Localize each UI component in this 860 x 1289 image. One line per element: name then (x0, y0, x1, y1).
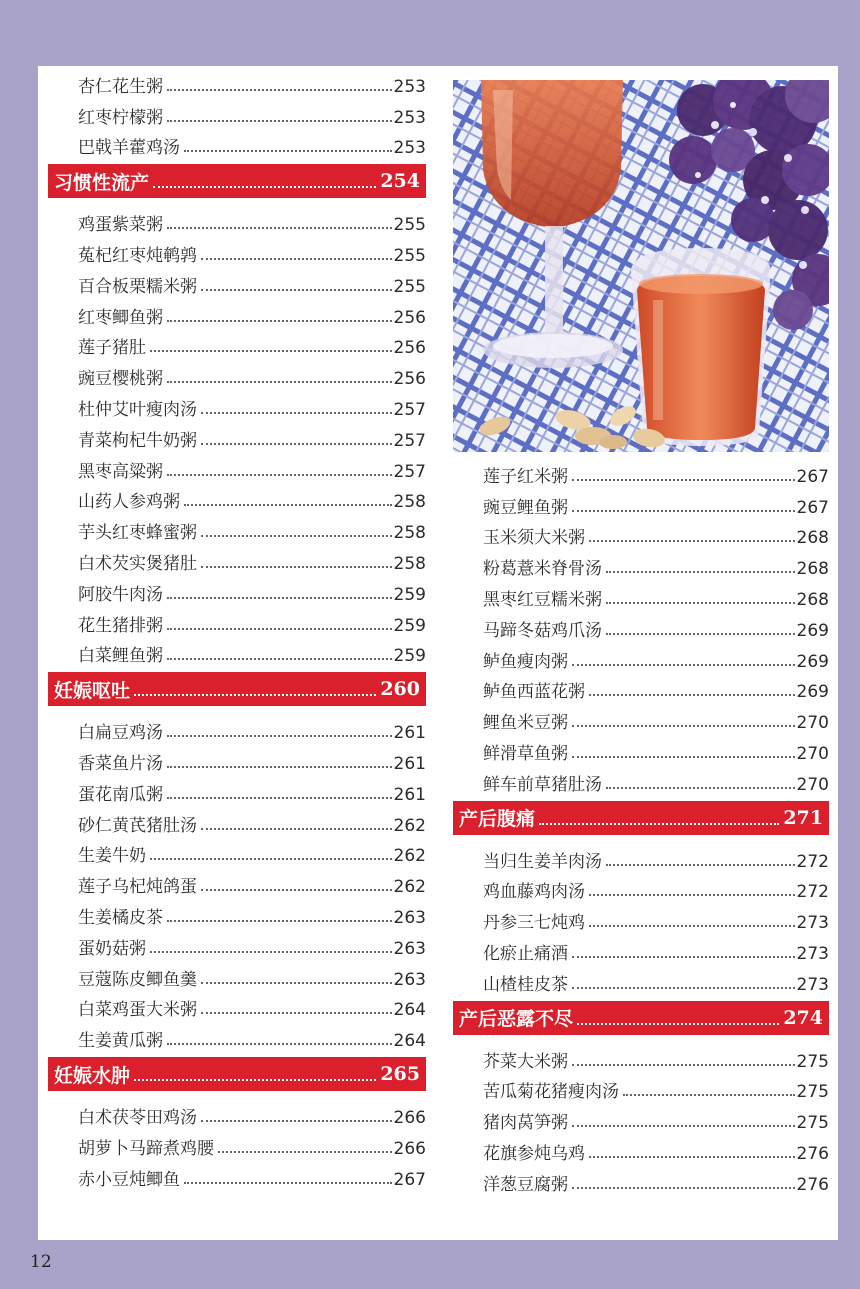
section-page: 254 (380, 170, 420, 193)
entry-title: 鲤鱼米豆粥 (483, 713, 568, 734)
leader-dots (167, 320, 392, 322)
leader-dots (572, 510, 795, 512)
leader-dots (572, 725, 795, 727)
entry-title: 百合板栗糯米粥 (78, 276, 197, 297)
leader-dots (134, 694, 376, 696)
toc-entry (48, 574, 426, 605)
entry-title: 鲈鱼瘦肉粥 (483, 651, 568, 672)
drinks-photo (453, 80, 829, 452)
entry-title: 蛋花南瓜粥 (78, 784, 163, 805)
toc-entry (48, 420, 426, 451)
toc-entry (48, 605, 426, 636)
entry-page: 273 (796, 974, 829, 995)
entry-page: 257 (393, 430, 426, 451)
section-page: 274 (783, 1006, 823, 1029)
entry-page: 272 (796, 882, 829, 903)
entry-title: 玉米须大米粥 (483, 528, 585, 549)
entry-page: 273 (796, 943, 829, 964)
toc-entry (453, 518, 829, 549)
toc-entry (48, 543, 426, 574)
toc-entry (48, 1020, 426, 1051)
entry-page: 262 (393, 846, 426, 867)
entry-title: 生姜橘皮茶 (78, 907, 163, 928)
leader-dots (201, 566, 392, 568)
toc-entry (48, 897, 426, 928)
entry-title: 苦瓜菊花猪瘦肉汤 (483, 1082, 619, 1103)
entry-page: 275 (796, 1082, 829, 1103)
toc-entry (453, 641, 829, 672)
entry-page: 270 (796, 774, 829, 795)
leader-dots (184, 504, 392, 506)
section-title: 产后腹痛 (459, 808, 536, 831)
entry-page: 268 (796, 559, 829, 580)
section-page: 260 (380, 678, 420, 701)
leader-dots (150, 350, 392, 352)
toc-entry (48, 743, 426, 774)
toc-entry (453, 764, 829, 795)
entry-page: 266 (393, 1138, 426, 1159)
entry-title: 杜仲艾叶瘦肉汤 (78, 399, 197, 420)
leader-dots (201, 258, 392, 260)
entry-page: 268 (796, 589, 829, 610)
toc-entry (48, 1128, 426, 1159)
section-header (48, 672, 426, 706)
leader-dots (589, 540, 795, 542)
leader-dots (167, 1043, 392, 1045)
entry-page: 263 (393, 969, 426, 990)
toc-entry (48, 512, 426, 543)
section-title: 习惯性流产 (54, 171, 150, 194)
entry-page: 256 (393, 369, 426, 390)
entry-title: 莲子红米粥 (483, 466, 568, 487)
toc-entry (48, 451, 426, 482)
entry-title: 白术茯苓田鸡汤 (78, 1107, 197, 1128)
entry-page: 255 (393, 215, 426, 236)
toc-entry (453, 1133, 829, 1164)
entry-title: 粉葛薏米脊骨汤 (483, 559, 602, 580)
entry-page: 258 (393, 523, 426, 544)
toc-entry (453, 610, 829, 641)
toc-entry (48, 297, 426, 328)
entry-title: 豌豆樱桃粥 (78, 369, 163, 390)
entry-title: 芥菜大米粥 (483, 1051, 568, 1072)
entry-title: 红枣柠檬粥 (78, 107, 163, 128)
entry-page: 257 (393, 399, 426, 420)
toc-entry (453, 872, 829, 903)
entry-title: 巴戟羊藿鸡汤 (78, 138, 180, 159)
toc-entry (48, 266, 426, 297)
leader-dots (539, 823, 779, 825)
toc-entry (453, 733, 829, 764)
leader-dots (201, 443, 392, 445)
entry-page: 262 (393, 815, 426, 836)
entry-title: 莲子猪肚 (78, 338, 146, 359)
entry-title: 赤小豆炖鲫鱼 (78, 1169, 180, 1190)
toc-entry (453, 1164, 829, 1195)
leader-dots (184, 150, 392, 152)
leader-dots (572, 479, 795, 481)
entry-page: 272 (796, 851, 829, 872)
entry-title: 生姜黄瓜粥 (78, 1031, 163, 1052)
entry-page: 255 (393, 245, 426, 266)
entry-title: 阿胶牛肉汤 (78, 584, 163, 605)
entry-title: 马蹄冬菇鸡爪汤 (483, 620, 602, 641)
leader-dots (606, 602, 795, 604)
entry-title: 鲈鱼西蓝花粥 (483, 682, 585, 703)
entry-title: 菟杞红枣炖鹌鹑 (78, 245, 197, 266)
entry-title: 鸡血藤鸡肉汤 (483, 882, 585, 903)
toc-entry (48, 636, 426, 667)
entry-page: 276 (796, 1143, 829, 1164)
leader-dots (572, 987, 795, 989)
entry-page: 275 (796, 1113, 829, 1134)
entry-page: 253 (393, 138, 426, 159)
leader-dots (572, 664, 795, 666)
leader-dots (167, 766, 392, 768)
entry-page: 259 (393, 646, 426, 667)
leader-dots (167, 474, 392, 476)
entry-page: 276 (796, 1174, 829, 1195)
leader-dots (201, 982, 392, 984)
toc-entry (453, 702, 829, 733)
right-column (453, 66, 829, 1195)
leader-dots (606, 571, 795, 573)
toc-entry (48, 389, 426, 420)
toc-entry (48, 928, 426, 959)
section-title: 产后恶露不尽 (459, 1008, 574, 1031)
toc-entry (453, 456, 829, 487)
leader-dots (623, 1094, 795, 1096)
leader-dots (201, 412, 392, 414)
section-page: 271 (783, 806, 823, 829)
toc-entry (48, 1159, 426, 1190)
leader-dots (589, 925, 795, 927)
leader-dots (167, 797, 392, 799)
toc-entry (48, 959, 426, 990)
toc-entry (48, 235, 426, 266)
section-header (453, 1001, 829, 1035)
toc-entry (453, 1041, 829, 1072)
entry-title: 黑枣高粱粥 (78, 461, 163, 482)
entry-title: 花旗参炖乌鸡 (483, 1143, 585, 1164)
section-header (48, 164, 426, 198)
entry-title: 白菜鲤鱼粥 (78, 646, 163, 667)
toc-entry (453, 672, 829, 703)
entry-title: 杏仁花生粥 (78, 76, 163, 97)
toc-entry (48, 866, 426, 897)
entry-title: 白术芡实煲猪肚 (78, 553, 197, 574)
leader-dots (201, 535, 392, 537)
entry-page: 263 (393, 907, 426, 928)
toc-entry (48, 774, 426, 805)
leader-dots (167, 381, 392, 383)
entry-title: 山药人参鸡粥 (78, 492, 180, 513)
entry-title: 青菜枸杞牛奶粥 (78, 430, 197, 451)
entry-page: 258 (393, 553, 426, 574)
entry-title: 白菜鸡蛋大米粥 (78, 1000, 197, 1021)
leader-dots (572, 1125, 795, 1127)
entry-title: 鲜车前草猪肚汤 (483, 774, 602, 795)
entry-page: 261 (393, 753, 426, 774)
toc-page (38, 66, 838, 1240)
entry-page: 268 (796, 528, 829, 549)
toc-entry (48, 482, 426, 513)
entry-page: 266 (393, 1107, 426, 1128)
entry-title: 猪肉莴笋粥 (483, 1113, 568, 1134)
entry-title: 生姜牛奶 (78, 846, 146, 867)
leader-dots (201, 1012, 392, 1014)
entry-page: 275 (796, 1051, 829, 1072)
leader-dots (167, 597, 392, 599)
entry-title: 洋葱豆腐粥 (483, 1174, 568, 1195)
entry-page: 256 (393, 338, 426, 359)
section-page: 265 (380, 1063, 420, 1086)
entry-title: 当归生姜羊肉汤 (483, 851, 602, 872)
leader-dots (572, 1064, 795, 1066)
entry-page: 261 (393, 784, 426, 805)
entry-page: 270 (796, 713, 829, 734)
leader-dots (218, 1151, 392, 1153)
toc-entry (453, 1102, 829, 1133)
entry-page: 270 (796, 743, 829, 764)
entry-page: 257 (393, 461, 426, 482)
entry-page: 273 (796, 913, 829, 934)
leader-dots (167, 920, 392, 922)
toc-entry (453, 579, 829, 610)
leader-dots (150, 858, 392, 860)
toc-entry (48, 328, 426, 359)
entry-page: 255 (393, 276, 426, 297)
toc-entry (48, 66, 426, 97)
entry-title: 香菜鱼片汤 (78, 753, 163, 774)
entry-page: 267 (796, 466, 829, 487)
entry-title: 化瘀止痛酒 (483, 943, 568, 964)
leader-dots (589, 1156, 795, 1158)
leader-dots (606, 633, 795, 635)
entry-page: 269 (796, 620, 829, 641)
entry-title: 鸡蛋紫菜粥 (78, 215, 163, 236)
entry-page: 262 (393, 877, 426, 898)
toc-entry (48, 712, 426, 743)
leader-dots (167, 735, 392, 737)
entry-page: 253 (393, 76, 426, 97)
entry-page: 269 (796, 682, 829, 703)
leader-dots (572, 756, 795, 758)
entry-title: 白扁豆鸡汤 (78, 723, 163, 744)
leader-dots (167, 628, 392, 630)
leader-dots (184, 1182, 392, 1184)
toc-entry (453, 1072, 829, 1103)
entry-page: 263 (393, 938, 426, 959)
entry-page: 256 (393, 307, 426, 328)
leader-dots (589, 694, 795, 696)
section-title: 妊娠水肿 (54, 1064, 131, 1087)
toc-entry (48, 128, 426, 159)
entry-page: 259 (393, 584, 426, 605)
toc-entry (48, 97, 426, 128)
entry-title: 红枣鲫鱼粥 (78, 307, 163, 328)
leader-dots (167, 120, 392, 122)
leader-dots (572, 1187, 795, 1189)
leader-dots (572, 956, 795, 958)
leader-dots (201, 889, 392, 891)
toc-entry (453, 964, 829, 995)
leader-dots (201, 289, 392, 291)
toc-entry (48, 836, 426, 867)
toc-entry (453, 933, 829, 964)
entry-title: 砂仁黄芪猪肚汤 (78, 815, 197, 836)
entry-title: 豌豆鲤鱼粥 (483, 497, 568, 518)
leader-dots (167, 89, 392, 91)
entry-page: 267 (393, 1169, 426, 1190)
leader-dots (153, 186, 376, 188)
toc-entry (453, 548, 829, 579)
entry-page: 253 (393, 107, 426, 128)
leader-dots (201, 1120, 392, 1122)
toc-entry (453, 487, 829, 518)
section-header (453, 801, 829, 835)
toc-entry (48, 1097, 426, 1128)
toc-entry (453, 841, 829, 872)
right-column-list (453, 456, 829, 1195)
entry-title: 山楂桂皮茶 (483, 974, 568, 995)
entry-page: 261 (393, 723, 426, 744)
entry-title: 鲜滑草鱼粥 (483, 743, 568, 764)
page-number: 12 (30, 1252, 52, 1272)
section-title: 妊娠呕吐 (54, 679, 131, 702)
entry-title: 莲子乌杞炖鸽蛋 (78, 877, 197, 898)
toc-entry (48, 990, 426, 1021)
leader-dots (150, 951, 392, 953)
entry-page: 264 (393, 1031, 426, 1052)
leader-dots (167, 658, 392, 660)
tumbler-glass (631, 248, 771, 446)
section-header (48, 1057, 426, 1091)
entry-title: 丹参三七炖鸡 (483, 913, 585, 934)
entry-page: 258 (393, 492, 426, 513)
entry-title: 黑枣红豆糯米粥 (483, 589, 602, 610)
entry-page: 264 (393, 1000, 426, 1021)
leader-dots (577, 1023, 779, 1025)
entry-page: 259 (393, 615, 426, 636)
left-column (48, 66, 426, 1190)
leader-dots (134, 1079, 376, 1081)
entry-title: 胡萝卜马蹄煮鸡腰 (78, 1138, 214, 1159)
toc-entry (48, 358, 426, 389)
leader-dots (606, 787, 795, 789)
entry-title: 蛋奶菇粥 (78, 938, 146, 959)
entry-title: 花生猪排粥 (78, 615, 163, 636)
entry-page: 267 (796, 497, 829, 518)
toc-entry (453, 902, 829, 933)
entry-title: 豆蔻陈皮鲫鱼羹 (78, 969, 197, 990)
leader-dots (606, 864, 795, 866)
toc-entry (48, 805, 426, 836)
entry-page: 269 (796, 651, 829, 672)
toc-entry (48, 204, 426, 235)
leader-dots (589, 894, 795, 896)
leader-dots (201, 828, 392, 830)
entry-title: 芋头红枣蜂蜜粥 (78, 523, 197, 544)
leader-dots (167, 227, 392, 229)
